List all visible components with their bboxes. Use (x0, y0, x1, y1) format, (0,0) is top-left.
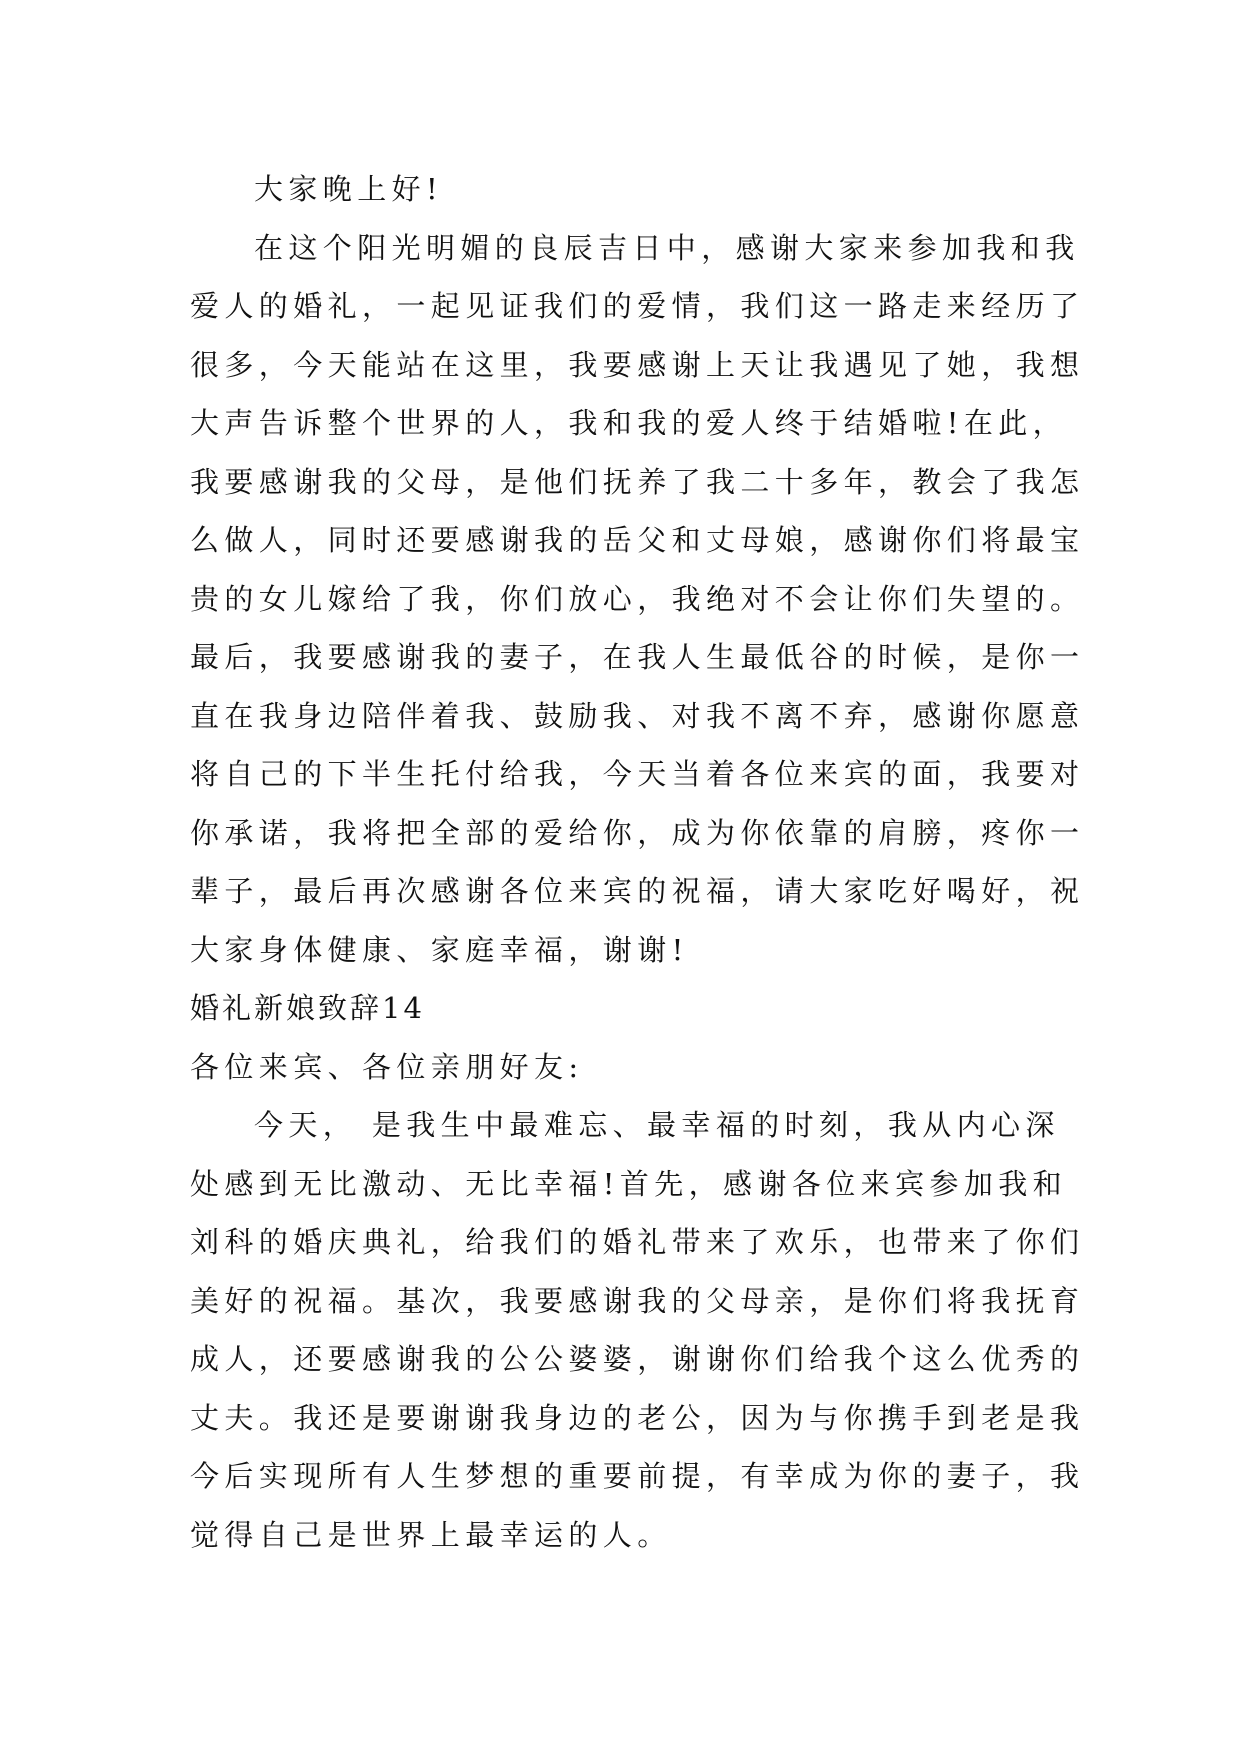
section-heading: 婚礼新娘致辞14 (190, 991, 425, 1025)
paragraph-line: 刘科的婚庆典礼，给我们的婚礼带来了欢乐，也带来了你们 (190, 1225, 1085, 1259)
paragraph-line: 今后实现所有人生梦想的重要前提，有幸成为你的妻子，我 (190, 1459, 1085, 1493)
paragraph-line: 么做人，同时还要感谢我的岳父和丈母娘，感谢你们将最宝 (190, 523, 1085, 557)
paragraph-line: 将自己的下半生托付给我，今天当着各位来宾的面，我要对 (190, 757, 1085, 791)
paragraph-line: 大声告诉整个世界的人，我和我的爱人终于结婚啦!在此， (190, 406, 1068, 440)
paragraph-line: 最后，我要感谢我的妻子，在我人生最低谷的时候，是你一 (190, 640, 1085, 674)
paragraph-line: 丈夫。我还是要谢谢我身边的老公，因为与你携手到老是我 (190, 1400, 1085, 1435)
paragraph-line: 我要感谢我的父母，是他们抚养了我二十多年，教会了我怎 (190, 464, 1085, 499)
document-body (190, 160, 1085, 1564)
paragraph-line: 贵的女儿嫁给了我，你们放心，我绝对不会让你们失望的。 (190, 581, 1085, 616)
paragraph-line: 美好的祝福。基次，我要感谢我的父母亲，是你们将我抚育 (190, 1283, 1085, 1318)
paragraph-line: 在这个阳光明媚的良辰吉日中，感谢大家来参加我和我 (254, 230, 1080, 265)
paragraph-line: 你承诺，我将把全部的爱给你，成为你依靠的肩膀，疼你一 (190, 815, 1085, 850)
paragraph-line: 处感到无比激动、无比幸福!首先，感谢各位来宾参加我和 (190, 1166, 1068, 1201)
paragraph-line: 很多，今天能站在这里，我要感谢上天让我遇见了她，我想 (190, 347, 1085, 382)
paragraph-line: 觉得自己是世界上最幸运的人。 (190, 1517, 672, 1552)
salutation-line: 各位来宾、各位亲朋好友: (190, 1049, 584, 1084)
paragraph-line: 成人，还要感谢我的公公婆婆，谢谢你们给我个这么优秀的 (190, 1342, 1085, 1376)
paragraph-line: 爱人的婚礼，一起见证我们的爱情，我们这一路走来经历了 (190, 289, 1085, 323)
paragraph-line: 今天， 是我生中最难忘、最幸福的时刻，我从内心深 (254, 1108, 1060, 1142)
greeting-line: 大家晚上好! (254, 172, 444, 206)
paragraph-line: 直在我身边陪伴着我、鼓励我、对我不离不弃，感谢你愿意 (190, 698, 1085, 733)
paragraph-line: 辈子，最后再次感谢各位来宾的祝福，请大家吃好喝好，祝 (190, 874, 1085, 908)
paragraph-line: 大家身体健康、家庭幸福，谢谢! (190, 932, 689, 967)
